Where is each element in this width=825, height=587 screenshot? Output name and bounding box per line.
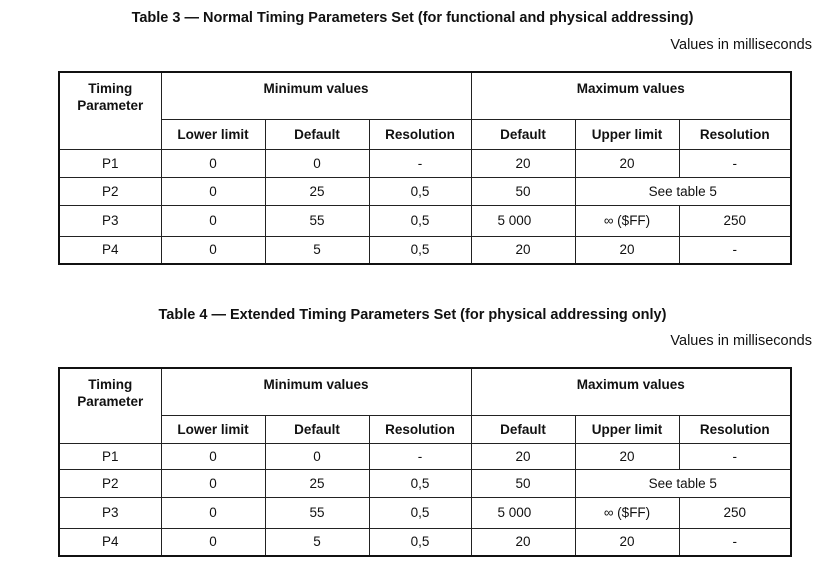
min-resolution-cell: 0,5 [369, 236, 471, 264]
min-lower-limit-header: Lower limit [161, 119, 265, 149]
min-resolution-cell: 0,5 [369, 177, 471, 205]
header-text: Timing [88, 81, 133, 96]
min-resolution-header: Resolution [369, 119, 471, 149]
table-3 [58, 71, 792, 265]
see-table-note-cell: See table 5 [575, 469, 791, 497]
header-row-sub [59, 119, 791, 149]
min-lower-cell: 0 [161, 205, 265, 236]
max-upper-cell: ∞ ($FF) [575, 497, 679, 528]
table-4 [58, 367, 792, 557]
table-4-caption: Table 4 — Extended Timing Parameters Set (for physical addressing only) [158, 307, 667, 323]
min-resolution-cell: 0,5 [369, 469, 471, 497]
param-cell: P1 [59, 443, 161, 469]
max-upper-cell: ∞ ($FF) [575, 205, 679, 236]
header-text: Timing [88, 377, 133, 392]
min-lower-cell: 0 [161, 236, 265, 264]
min-lower-cell: 0 [161, 149, 265, 177]
max-resolution-cell: 250 [679, 497, 791, 528]
min-resolution-cell: - [369, 443, 471, 469]
table-4-units: Values in milliseconds [670, 333, 812, 349]
param-cell: P3 [59, 205, 161, 236]
max-upper-cell: 20 [575, 149, 679, 177]
minimum-values-header: Minimum values [161, 72, 471, 119]
table-row [59, 443, 791, 469]
maximum-values-header: Maximum values [471, 72, 791, 119]
max-resolution-cell: - [679, 443, 791, 469]
min-resolution-cell: 0,5 [369, 528, 471, 556]
min-default-cell: 55 [265, 497, 369, 528]
header-text: Parameter [77, 394, 144, 409]
param-cell: P2 [59, 177, 161, 205]
min-resolution-cell: 0,5 [369, 497, 471, 528]
max-default-cell: 5 000 [471, 205, 575, 236]
table-row [59, 469, 791, 497]
max-upper-limit-header: Upper limit [575, 119, 679, 149]
min-default-header: Default [265, 119, 369, 149]
table-row [59, 205, 791, 236]
max-default-cell: 20 [471, 149, 575, 177]
min-lower-cell: 0 [161, 177, 265, 205]
param-cell: P1 [59, 149, 161, 177]
max-default-cell: 50 [471, 177, 575, 205]
header-row-group [59, 72, 791, 119]
max-resolution-cell: - [679, 528, 791, 556]
max-default-cell: 20 [471, 528, 575, 556]
min-default-cell: 5 [265, 528, 369, 556]
min-resolution-header: Resolution [369, 415, 471, 443]
min-resolution-cell: - [369, 149, 471, 177]
table-row [59, 177, 791, 205]
max-resolution-cell: - [679, 236, 791, 264]
table-3-units: Values in milliseconds [670, 37, 812, 53]
min-lower-cell: 0 [161, 528, 265, 556]
minimum-values-header: Minimum values [161, 368, 471, 415]
header-row-sub [59, 415, 791, 443]
header-row-group [59, 368, 791, 415]
maximum-values-header: Maximum values [471, 368, 791, 415]
table-row [59, 236, 791, 264]
max-upper-cell: 20 [575, 443, 679, 469]
max-default-cell: 20 [471, 236, 575, 264]
max-default-header: Default [471, 415, 575, 443]
param-cell: P4 [59, 528, 161, 556]
see-table-note-cell: See table 5 [575, 177, 791, 205]
min-default-cell: 25 [265, 177, 369, 205]
table-row [59, 497, 791, 528]
max-default-cell: 20 [471, 443, 575, 469]
max-default-cell: 50 [471, 469, 575, 497]
max-default-cell: 5 000 [471, 497, 575, 528]
param-cell: P2 [59, 469, 161, 497]
min-default-cell: 5 [265, 236, 369, 264]
min-lower-cell: 0 [161, 443, 265, 469]
min-default-cell: 55 [265, 205, 369, 236]
max-resolution-header: Resolution [679, 415, 791, 443]
min-resolution-cell: 0,5 [369, 205, 471, 236]
max-upper-cell: 20 [575, 236, 679, 264]
timing-parameter-header [59, 72, 161, 149]
param-cell: P3 [59, 497, 161, 528]
max-resolution-header: Resolution [679, 119, 791, 149]
max-upper-cell: 20 [575, 528, 679, 556]
timing-parameter-header [59, 368, 161, 443]
max-resolution-cell: 250 [679, 205, 791, 236]
header-text: Parameter [77, 98, 144, 113]
param-cell: P4 [59, 236, 161, 264]
max-resolution-cell: - [679, 149, 791, 177]
min-default-cell: 25 [265, 469, 369, 497]
table-row [59, 528, 791, 556]
min-lower-cell: 0 [161, 497, 265, 528]
min-default-cell: 0 [265, 149, 369, 177]
max-upper-limit-header: Upper limit [575, 415, 679, 443]
min-default-cell: 0 [265, 443, 369, 469]
table-row [59, 149, 791, 177]
min-default-header: Default [265, 415, 369, 443]
min-lower-cell: 0 [161, 469, 265, 497]
min-lower-limit-header: Lower limit [161, 415, 265, 443]
max-default-header: Default [471, 119, 575, 149]
table-3-caption: Table 3 — Normal Timing Parameters Set (for functional and physical addressing) [131, 10, 694, 26]
